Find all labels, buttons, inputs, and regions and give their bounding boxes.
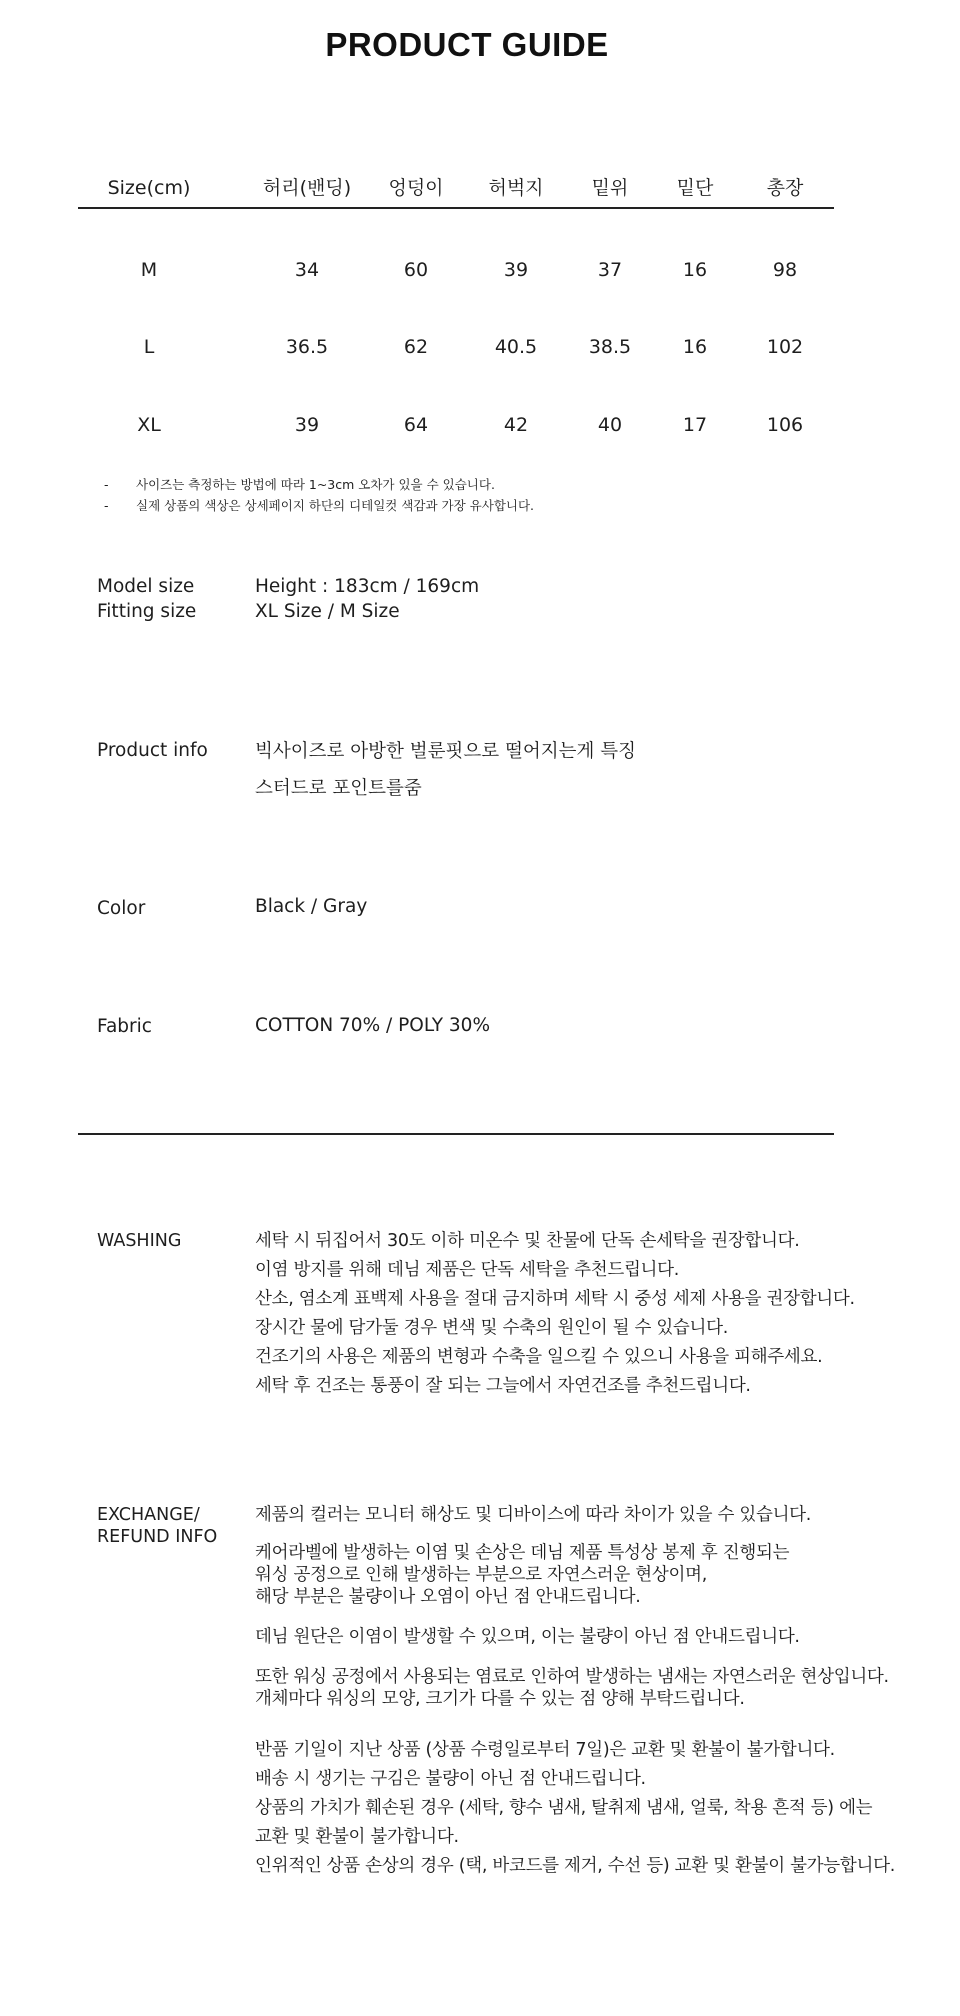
table-header-divider	[78, 207, 834, 209]
exchange-line: 해당 부분은 불량이나 오염이 아닌 점 안내드립니다.	[255, 1587, 641, 1607]
exchange-line: 케어라벨에 발생하는 이염 및 손상은 데님 제품 특성상 봉제 후 진행되는	[255, 1543, 790, 1563]
hip-cell: 64	[403, 414, 429, 436]
exchange-line: 워싱 공정으로 인해 발생하는 부분으로 자연스러운 현상이며,	[255, 1565, 707, 1585]
list-item	[104, 474, 534, 495]
thigh-header: 허벅지	[488, 177, 544, 199]
hip-cell: 62	[403, 336, 429, 358]
waist-cell: 34	[294, 259, 320, 281]
waist-cell: 39	[294, 414, 320, 436]
thigh-cell: 42	[503, 414, 529, 436]
size-cell: M	[140, 259, 158, 281]
washing-line: 건조기의 사용은 제품의 변형과 수축을 일으킬 수 있으니 사용을 피해주세요.	[255, 1347, 823, 1367]
washing-text	[255, 1227, 855, 1401]
exchange-line: 개체마다 워싱의 모양, 크기가 다를 수 있는 점 양해 부탁드립니다.	[255, 1689, 745, 1709]
exchange-line: 상품의 가치가 훼손된 경우 (세탁, 향수 냄새, 탈취제 냄새, 얼룩, 착용 흔적 등) 에는	[255, 1798, 873, 1818]
page-title: PRODUCT GUIDE	[325, 26, 609, 63]
hip-cell: 60	[403, 259, 429, 281]
fitting-size-label: Fitting size	[97, 601, 197, 622]
hem-header: 밑단	[676, 177, 714, 199]
size-table-header-row	[78, 168, 834, 208]
fabric-value: COTTON 70% / POLY 30%	[255, 1015, 491, 1036]
length-cell: 98	[772, 259, 798, 281]
note-bullet: -	[104, 477, 109, 492]
list-item	[104, 495, 534, 516]
exchange-text	[255, 1501, 895, 1881]
model-height-value: Height : 183cm / 169cm	[255, 576, 480, 597]
fabric-label: Fabric	[97, 1016, 152, 1037]
product-info-label: Product info	[97, 740, 208, 761]
exchange-line: 배송 시 생기는 구김은 불량이 아닌 점 안내드립니다.	[255, 1769, 646, 1789]
rise-cell: 38.5	[588, 336, 632, 358]
exchange-line: 또한 워싱 공정에서 사용되는 염료로 인하여 발생하는 냄새는 자연스러운 현상입니다.	[255, 1667, 889, 1687]
table-row	[78, 405, 834, 445]
note-text: 사이즈는 측정하는 방법에 따라 1~3cm 오차가 있을 수 있습니다.	[136, 477, 495, 492]
table-row	[78, 250, 834, 290]
exchange-label-line: EXCHANGE/	[97, 1505, 200, 1525]
color-value: Black / Gray	[255, 896, 368, 917]
rise-header: 밑위	[591, 177, 629, 199]
waist-cell: 36.5	[285, 336, 329, 358]
length-cell: 102	[766, 336, 804, 358]
washing-line: 이염 방지를 위해 데님 제품은 단독 세탁을 추천드립니다.	[255, 1260, 680, 1280]
model-size-label: Model size	[97, 576, 195, 597]
washing-line: 장시간 물에 담가둘 경우 변색 및 수축의 원인이 될 수 있습니다.	[255, 1318, 729, 1338]
hem-cell: 17	[682, 414, 708, 436]
hip-header: 엉덩이	[388, 177, 444, 199]
size-cell: XL	[137, 414, 161, 436]
product-info-line: 스터드로 포인트를줌	[255, 778, 422, 799]
hem-cell: 16	[682, 259, 708, 281]
product-info-line: 빅사이즈로 아방한 벌룬핏으로 떨어지는게 특징	[255, 741, 636, 762]
section-divider	[78, 1133, 834, 1135]
size-header: Size(cm)	[107, 177, 191, 199]
washing-line: 산소, 염소계 표백제 사용을 절대 금지하며 세탁 시 중성 세제 사용을 권장합니다.	[255, 1289, 855, 1309]
color-label: Color	[97, 898, 146, 919]
note-text: 실제 상품의 색상은 상세페이지 하단의 디테일컷 색감과 가장 유사합니다.	[136, 498, 535, 513]
rise-cell: 40	[597, 414, 623, 436]
table-row	[78, 327, 834, 367]
length-header: 총장	[766, 177, 804, 199]
size-notes	[104, 474, 534, 516]
thigh-cell: 39	[503, 259, 529, 281]
washing-line: 세탁 시 뒤집어서 30도 이하 미온수 및 찬물에 단독 손세탁을 권장합니다.	[255, 1231, 800, 1251]
exchange-line: 인위적인 상품 손상의 경우 (택, 바코드를 제거, 수선 등) 교환 및 환불이 불가능합니다.	[255, 1856, 895, 1876]
waist-header: 허리(밴딩)	[262, 177, 352, 199]
washing-line: 세탁 후 건조는 통풍이 잘 되는 그늘에서 자연건조를 추천드립니다.	[255, 1376, 751, 1396]
exchange-paragraph: 제품의 컬러는 모니터 해상도 및 디바이스에 따라 차이가 있을 수 있습니다.	[255, 1505, 812, 1525]
product-info-value	[255, 733, 636, 807]
hem-cell: 16	[682, 336, 708, 358]
exchange-label-line: REFUND INFO	[97, 1527, 218, 1547]
rise-cell: 37	[597, 259, 623, 281]
exchange-line: 교환 및 환불이 불가합니다.	[255, 1827, 459, 1847]
washing-label: WASHING	[97, 1231, 182, 1251]
note-bullet: -	[104, 498, 109, 513]
size-cell: L	[143, 336, 155, 358]
size-table	[78, 168, 834, 445]
exchange-paragraph: 데님 원단은 이염이 발생할 수 있으며, 이는 불량이 아닌 점 안내드립니다.	[255, 1627, 800, 1647]
length-cell: 106	[766, 414, 804, 436]
fitting-size-value: XL Size / M Size	[255, 601, 400, 622]
thigh-cell: 40.5	[494, 336, 538, 358]
exchange-line: 반품 기일이 지난 상품 (상품 수령일로부터 7일)은 교환 및 환불이 불가합니다.	[255, 1740, 835, 1760]
exchange-label	[97, 1504, 217, 1548]
